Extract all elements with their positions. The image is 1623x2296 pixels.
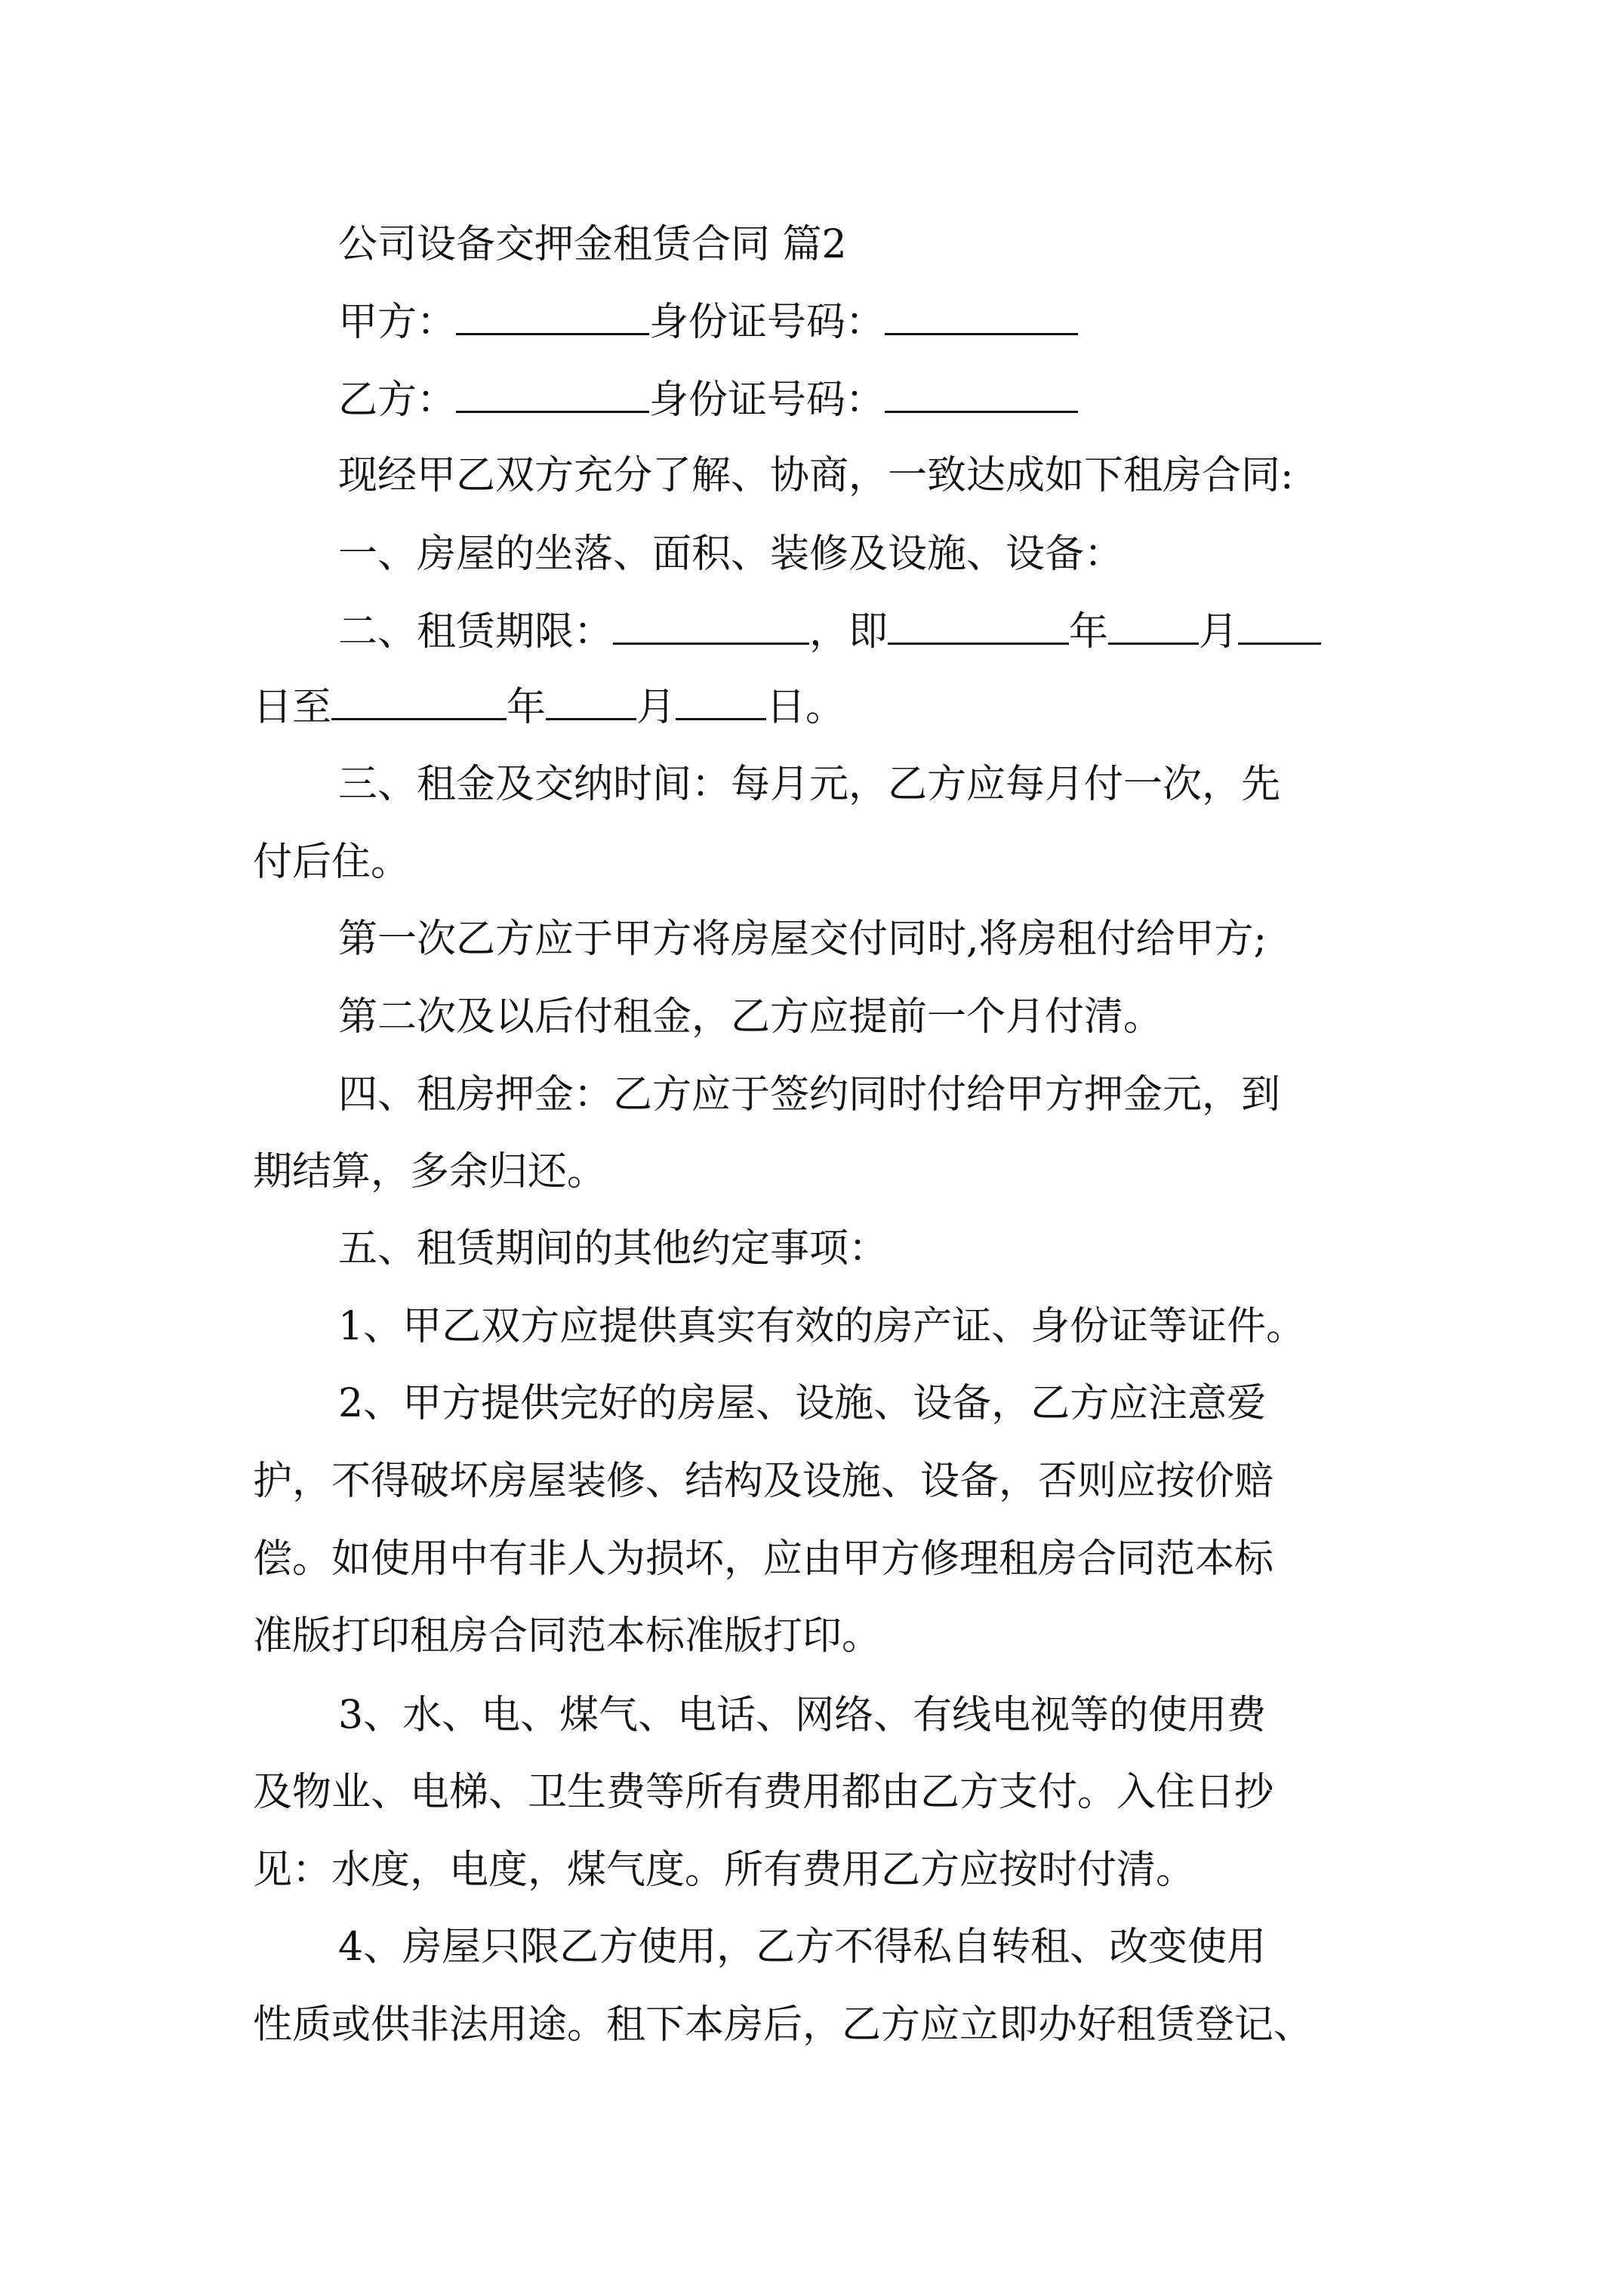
start-month-blank	[1108, 608, 1199, 645]
item-2-line-2: 护，不得破坏房屋装修、结构及设施、设备，否则应按价赔	[253, 1459, 1274, 1504]
item-4-line-2: 性质或供非法用途。租下本房后，乙方应立即办好租赁登记、	[253, 2002, 1313, 2048]
end-year-unit: 年	[507, 685, 547, 730]
item-3-line-3: 见：水度，电度，煤气度。所有费用乙方应按时付清。	[253, 1848, 1196, 1893]
clause-2-day-end: 日。	[766, 685, 845, 730]
clause-3-first-payment: 第一次乙方应于甲方将房屋交付同时,将房租付给甲方;	[338, 917, 1267, 962]
clause-5-heading: 五、租赁期间的其他约定事项：	[338, 1226, 888, 1271]
clause-1-heading: 一、房屋的坐落、面积、装修及设施、设备：	[338, 532, 1124, 577]
clause-4-line-1: 四、租房押金：乙方应于签约同时付给甲方押金元，到	[338, 1072, 1281, 1117]
clause-2-ji: ，即	[809, 609, 888, 655]
party-b-id-label: 身份证号码：	[649, 378, 885, 423]
start-day-blank	[1238, 608, 1321, 645]
clause-3-line-2: 付后住。	[253, 840, 411, 885]
clause-2-line-1	[338, 608, 1623, 656]
end-month-unit: 月	[636, 685, 676, 730]
end-year-blank	[331, 683, 507, 720]
party-a-label: 甲方：	[338, 300, 457, 345]
intro-paragraph: 现经甲乙双方充分了解、协商，一致达成如下租房合同:	[338, 453, 1294, 498]
clause-3-line-1: 三、租金及交纳时间：每月元，乙方应每月付一次，先	[338, 762, 1281, 807]
party-b-id-blank	[885, 376, 1078, 413]
item-2-line-3: 偿。如使用中有非人为损坏，应由甲方修理租房合同范本标	[253, 1536, 1274, 1582]
document-title: 公司设备交押金租赁合同 篇2	[338, 222, 847, 267]
item-3-line-1: 3、水、电、煤气、电话、网络、有线电视等的使用费	[338, 1693, 1267, 1738]
clause-3-second-payment: 第二次及以后付租金，乙方应提前一个月付清。	[338, 994, 1163, 1040]
clause-2-day-to: 日至	[253, 685, 332, 730]
item-4-line-1: 4、房屋只限乙方使用，乙方不得私自转租、改变使用	[338, 1925, 1267, 1970]
party-a-id-blank	[885, 298, 1078, 335]
party-b-line	[338, 376, 1623, 424]
start-month-unit: 月	[1199, 609, 1239, 655]
party-b-label: 乙方：	[338, 378, 457, 423]
start-year-blank	[888, 608, 1069, 645]
party-a-id-label: 身份证号码：	[649, 300, 885, 345]
item-2-line-1: 2、甲方提供完好的房屋、设施、设备，乙方应注意爱	[338, 1381, 1267, 1426]
item-3-line-2: 及物业、电梯、卫生费等所有费用都由乙方支付。入住日抄	[253, 1770, 1274, 1815]
end-month-blank	[546, 683, 636, 720]
clause-2-label: 二、租赁期限：	[338, 609, 614, 655]
party-a-name-blank	[456, 298, 649, 335]
clause-2-line-2	[253, 683, 1623, 732]
end-day-blank	[676, 683, 766, 720]
lease-term-blank	[613, 608, 809, 645]
clause-4-line-2: 期结算，多余归还。	[253, 1149, 607, 1194]
item-2-line-4: 准版打印租房合同范本标准版打印。	[253, 1613, 882, 1659]
item-1: 1、甲乙双方应提供真实有效的房产证、身份证等证件。	[338, 1304, 1306, 1349]
party-b-name-blank	[456, 376, 649, 413]
party-a-line	[338, 298, 1623, 347]
start-year-unit: 年	[1069, 609, 1109, 655]
